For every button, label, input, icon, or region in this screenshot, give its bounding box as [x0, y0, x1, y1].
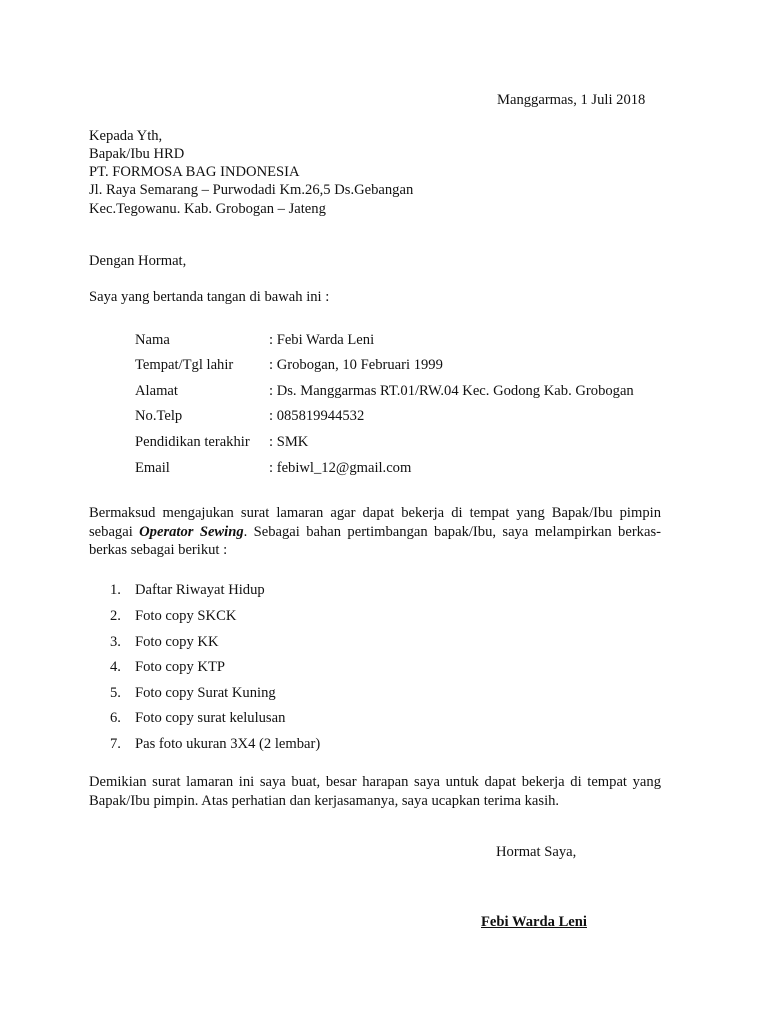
field-label: Tempat/Tgl lahir: [135, 357, 234, 373]
list-item: [0, 634, 768, 654]
field-value: : Grobogan, 10 Februari 1999: [269, 357, 443, 373]
closing-paragraph: Demikian surat lamaran ini saya buat, besar harapan saya untuk dapat bekerja di tempat yang Bapak/Ibu pimpin. Atas perhatian dan kerjasamanya, saya ucapkan terima kasih.: [89, 774, 661, 809]
field-value: : SMK: [269, 434, 309, 450]
field-row: [0, 434, 768, 454]
recipient-line: Bapak/Ibu HRD: [89, 146, 185, 162]
list-text: Foto copy surat kelulusan: [135, 710, 286, 726]
purpose-text-end: . Sebagai bahan pertimbangan bapak/Ibu, saya melampirkan berkas-berkas sebagai berikut :: [89, 523, 661, 558]
list-item: [0, 659, 768, 679]
purpose-paragraph: [89, 504, 661, 560]
list-item: [0, 736, 768, 756]
recipient-line: Kepada Yth,: [89, 128, 163, 144]
field-row: [0, 357, 768, 377]
list-number: 6.: [110, 710, 121, 726]
place-date: Manggarmas, 1 Juli 2018: [497, 92, 646, 108]
purpose-text-start: Bermaksud mengajukan surat lamaran agar dapat bekerja di tempat yang Bapak/Ibu pimpin sebagai: [89, 505, 661, 540]
recipient-line: Kec.Tegowanu. Kab. Grobogan – Jateng: [89, 201, 326, 217]
field-row: [0, 332, 768, 352]
list-text: Pas foto ukuran 3X4 (2 lembar): [135, 736, 321, 752]
job-position: Operator Sewing: [139, 523, 244, 540]
signer-name: Febi Warda Leni: [481, 914, 587, 930]
list-text: Foto copy Surat Kuning: [135, 685, 276, 701]
list-item: [0, 608, 768, 628]
list-item: [0, 710, 768, 730]
field-value: : 085819944532: [269, 408, 365, 424]
list-item: [0, 685, 768, 705]
recipient-line: PT. FORMOSA BAG INDONESIA: [89, 164, 300, 180]
list-text: Foto copy SKCK: [135, 608, 237, 624]
field-value: : Febi Warda Leni: [269, 332, 375, 348]
field-row: [0, 383, 768, 403]
field-row: [0, 460, 768, 480]
field-label: Pendidikan terakhir: [135, 434, 250, 450]
list-number: 2.: [110, 608, 121, 624]
list-item: [0, 582, 768, 602]
list-text: Foto copy KTP: [135, 659, 225, 675]
list-text: Foto copy KK: [135, 634, 219, 650]
recipient-line: Jl. Raya Semarang – Purwodadi Km.26,5 Ds.Gebangan: [89, 182, 414, 198]
field-value: : febiwl_12@gmail.com: [269, 460, 412, 476]
list-number: 7.: [110, 736, 121, 752]
field-label: Nama: [135, 332, 170, 348]
greeting: Dengan Hormat,: [89, 253, 187, 269]
sign-off: Hormat Saya,: [496, 844, 577, 860]
field-row: [0, 408, 768, 428]
list-number: 5.: [110, 685, 121, 701]
list-number: 4.: [110, 659, 121, 675]
field-label: No.Telp: [135, 408, 183, 424]
list-text: Daftar Riwayat Hidup: [135, 582, 265, 598]
list-number: 1.: [110, 582, 121, 598]
list-number: 3.: [110, 634, 121, 650]
field-label: Alamat: [135, 383, 178, 399]
field-value: : Ds. Manggarmas RT.01/RW.04 Kec. Godong Kab. Grobogan: [269, 383, 634, 399]
field-label: Email: [135, 460, 170, 476]
intro-text: Saya yang bertanda tangan di bawah ini :: [89, 289, 330, 305]
